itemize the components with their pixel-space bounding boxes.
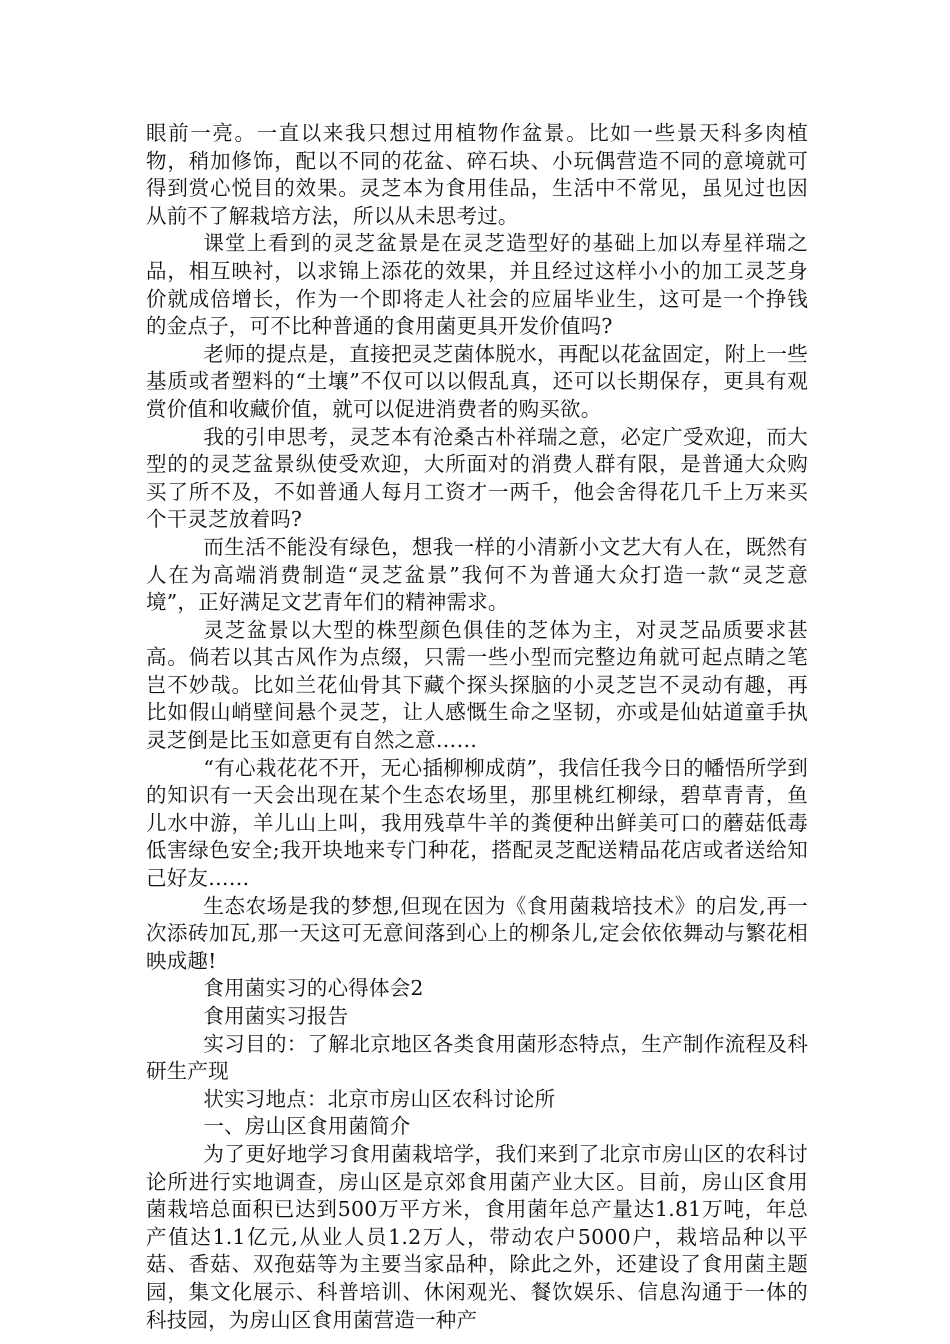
report-title: 食用菌实习报告 [203, 1004, 349, 1028]
document-body [146, 120, 808, 1334]
paragraph-5: 而生活不能没有绿色，想我一样的小清新小文艺大有人在，既然有人在为高端消费制造“灵芝盆景”我何不为普通大众打造一款“灵芝意境”，正好满足文艺青年们的精神需求。 [146, 534, 808, 615]
paragraph-3: 老师的提点是，直接把灵芝菌体脱水，再配以花盆固定，附上一些基质或者塑料的“土壤”不仅可以以假乱真，还可以长期保存，更具有观赏价值和收藏价值，就可以促进消费者的购买欲。 [146, 341, 808, 421]
paragraph-1: 眼前一亮。一直以来我只想过用植物作盆景。比如一些景天科多肉植物，稍加修饰，配以不同的花盆、碎石块、小玩偶营造不同的意境就可得到赏心悦目的效果。灵芝本为食用佳品，生活中不常见，虽见过也因从前不了解栽培方法，所以从未思考过。 [146, 121, 808, 228]
section-title: 食用菌实习的心得体会2 [203, 976, 424, 1001]
paragraph-2: 课堂上看到的灵芝盆景是在灵芝造型好的基础上加以寿星祥瑞之品，相互映衬，以求锦上添花的效果，并且经过这样小小的加工灵芝身价就成倍增长，作为一个即将走人社会的应届毕业生，这可是一个挣钱的金点子，可不比种普通的食用菌更具开发价值吗? [146, 231, 808, 339]
paragraph-4: 我的引申思考，灵芝本有沧桑古朴祥瑞之意，必定广受欢迎，而大型的的灵芝盆景纵使受欢迎，大所面对的消费人群有限，是普通大众购买了所不及，不如普通人每月工资才一两千，他会舍得花几千上万来买个干灵芝放着吗? [146, 424, 808, 532]
paragraph-8: 生态农场是我的梦想,但现在因为《食用菌栽培技术》的启发,再一次添砖加瓦,那一天这可无意间落到心上的柳条儿,定会依依舞动与繁花相映成趣! [146, 893, 808, 973]
internship-location: 状实习地点：北京市房山区农科讨论所 [203, 1086, 556, 1111]
internship-purpose: 实习目的：了解北京地区各类食用菌形态特点，生产制作流程及科研生产现 [146, 1031, 808, 1084]
paragraph-7: “有心栽花花不开，无心插柳柳成荫”，我信任我今日的幡悟所学到的知识有一天会出现在某个生态农场里，那里桃红柳绿，碧草青青，鱼儿水中游，羊儿山上叫，我用残草牛羊的粪便种出鲜美可口的蘑菇低毒低害绿色安全;我开块地来专门种花，搭配灵芝配送精品花店或者送给知己好友…… [146, 755, 808, 891]
paragraph-intro: 为了更好地学习食用菌栽培学，我们来到了北京市房山区的农科讨论所进行实地调查，房山区是京郊食用菌产业大区。目前，房山区食用菌栽培总面积已达到500万平方米，食用菌年总产量达1.81万吨，年总产值达1.1亿元,从业人员1.2万人，带动农户5000户，栽培品种以平菇、香菇、双孢菇等为主要当家品种，除此之外，还建设了食用菌主题园，集文化展示、科普培训、休闲观光、餐饮娱乐、信息沟通于一体的科技园，为房山区食用菌营造一种产 [146, 1141, 808, 1332]
section-heading-1: 一、房山区食用菌简介 [203, 1114, 411, 1139]
paragraph-6: 灵芝盆景以大型的株型颜色俱佳的芝体为主，对灵芝品质要求甚高。倘若以其古风作为点缀，只需一些小型而完整边角就可起点睛之笔岂不妙哉。比如兰花仙骨其下藏个探头探脑的小灵芝岂不灵动有趣，再比如假山峭壁间悬个灵芝，让人感慨生命之坚韧，亦或是仙姑道童手执灵芝倒是比玉如意更有自然之意…… [146, 617, 808, 753]
